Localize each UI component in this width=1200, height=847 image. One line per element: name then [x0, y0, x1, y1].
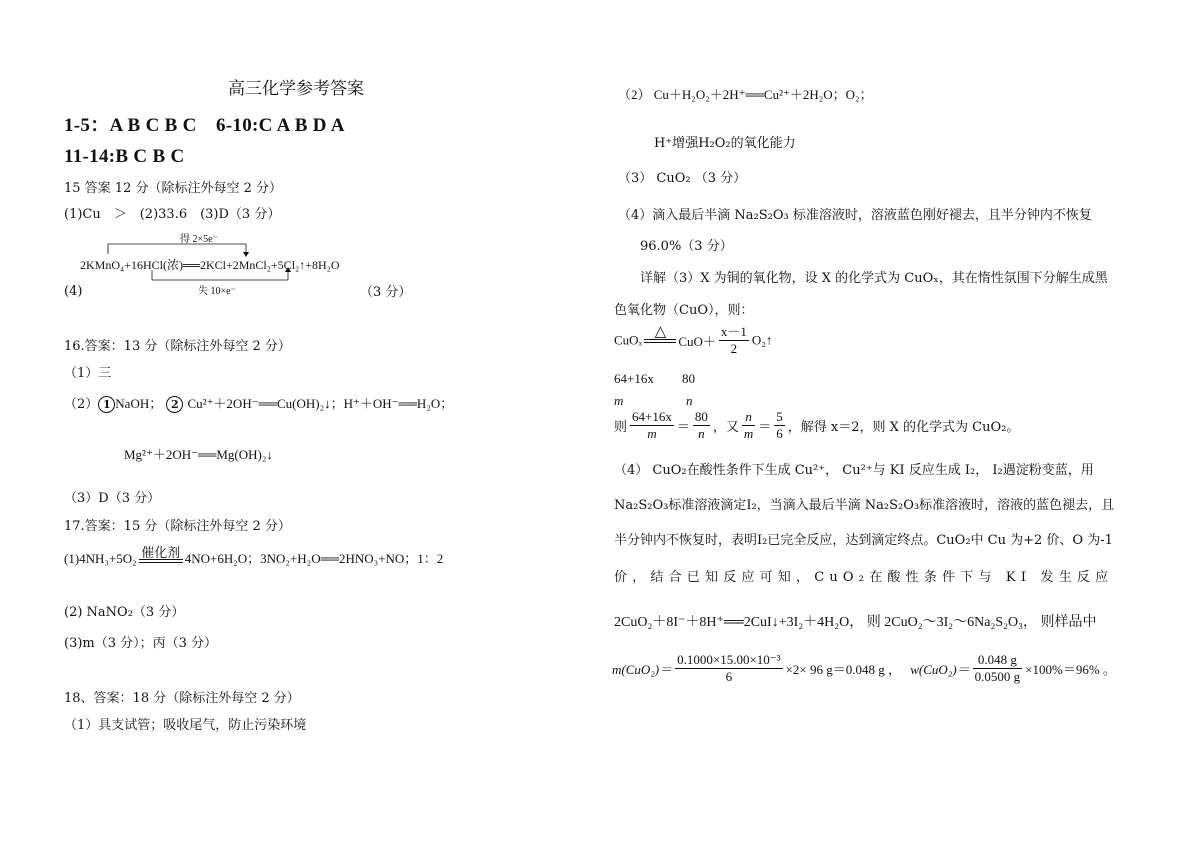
catalyst-arrow: [139, 546, 183, 563]
explanation-line-2: 色氧化物（CuO），则：: [614, 303, 754, 318]
q16-answer-a: NaOH；: [115, 396, 163, 411]
q18-part2: （2） Cu＋H₂O₂＋2H⁺══Cu²⁺＋2H₂O；O₂；: [618, 87, 873, 102]
q15-answers: (1)Cu ＞ (2)33.6 (3)D（3 分）: [64, 207, 281, 222]
explanation-part4-line-1: （4） CuO₂在酸性条件下生成 Cu²⁺， Cu²⁺与 KI 反应生成 I₂， I₂遇淀粉变蓝，用: [614, 463, 1094, 478]
heat-symbol: △: [654, 324, 667, 340]
calc-fraction-2: [973, 652, 1023, 685]
q18-part4: （4）滴入最后半滴 Na₂S₂O₃ 标准溶液时，溶液蓝色刚好褪去，且半分钟内不恢复: [618, 208, 1092, 223]
heat-arrow: [644, 326, 676, 343]
molar-mass-cuo: 80: [682, 371, 695, 386]
q16-heading: 16.答案：13 分（除标注外每空 2 分）: [64, 339, 291, 354]
ratio-numerator-4: 5: [776, 409, 783, 424]
explanation-part4-line-5: 2CuO₂＋8I⁻＋8H⁺══2CuI↓+3I₂＋4H₂O， 则 2CuO₂～3I₂～6Na₂S₂O₃， 则样品中: [614, 615, 1097, 630]
page-title: 高三化学参考答案: [228, 79, 364, 99]
gain-electron-label: 得 2×5e⁻: [180, 234, 218, 245]
q16-part1: （1）三: [64, 366, 112, 381]
eq-product-cuo: CuO＋: [678, 334, 716, 349]
q15-part4-number: (4): [64, 284, 83, 299]
choice-answers-line-1: 1-5：A B C B C 6-10:C A B D A: [64, 115, 345, 136]
q18-part1: （1）具支试管；吸收尾气，防止污染环境: [64, 718, 307, 733]
q16-part2: [64, 393, 453, 413]
lose-electron-label: 失 10×e⁻: [198, 286, 236, 297]
ratio-numerator-2: 80: [694, 409, 708, 424]
eq-coefficient-numerator: x－1: [720, 324, 747, 339]
electron-transfer-diagram: [80, 230, 380, 298]
calc-numerator-1: 0.1000×15.00×10⁻³: [677, 652, 781, 667]
ratio-prefix: 则: [614, 420, 628, 435]
circled-number-1: 1: [98, 396, 115, 413]
eq-reactant: CuOₓ: [614, 332, 643, 348]
q16-part2-number: （2）: [64, 397, 99, 412]
calc-denominator-1: 6: [725, 669, 733, 684]
ratio-fraction-1: [630, 409, 674, 442]
q17-part2: (2) NaNO₂（3 分）: [64, 605, 185, 620]
explanation-part4-line-3: 半分钟内不恢复时，表明I₂已完全反应，达到滴定终点。CuO₂中 Cu 为+2 价、O 为-1: [614, 533, 1113, 548]
q16-part3: （3）D（3 分）: [64, 491, 161, 506]
q16-answer-b: Cu²⁺＋2OH⁻══Cu(OH)₂↓；H⁺＋OH⁻══H₂O；: [187, 396, 454, 411]
calc-fraction-label: w(CuO₂)＝: [910, 662, 970, 677]
mass-n-symbol: n: [686, 393, 693, 408]
ratio-denominator-1: m: [647, 426, 657, 441]
q15-part4-score: （3 分）: [360, 285, 412, 300]
calc-mass-result: ×2× 96 g＝0.048 g ，: [785, 662, 901, 677]
ratio-equation: [614, 409, 1019, 449]
ratio-fraction-3: [742, 409, 755, 442]
ratio-numerator-3: n: [745, 409, 752, 424]
calc-denominator-2: 0.0500 g: [974, 669, 1021, 684]
ratio-middle: ，又: [712, 420, 739, 435]
catalyst-label: 催化剂: [141, 544, 181, 560]
q16-mg-equation: Mg²⁺＋2OH⁻══Mg(OH)₂↓: [124, 447, 273, 462]
mass-n: [686, 393, 693, 409]
explanation-part4-line-4: 价，结合已知反应可知，CuO₂在酸性条件下与 KI 发生反应: [614, 570, 1114, 585]
final-calculation: [612, 652, 1116, 692]
explanation-line-1: 详解（3）X 为铜的氧化物，设 X 的化学式为 CuOₓ，其在惰性氛围下分解生成黑: [640, 271, 1108, 286]
ratio-denominator-2: n: [698, 426, 705, 441]
ratio-fraction-4: [774, 409, 785, 442]
ratio-equals-2: ＝: [758, 419, 772, 434]
q18-heading: 18、答案：18 分（除标注外每空 2 分）: [64, 691, 300, 706]
eq-coefficient-fraction: [719, 324, 749, 357]
calc-fraction-1: [675, 652, 782, 685]
q18-part2-reason: H⁺增强H₂O₂的氧化能力: [654, 136, 796, 151]
q17-equation-right: 4NO+6H₂O；3NO₂+H₂O══2HNO₃+NO；1：2: [184, 551, 444, 566]
q15-heading: 15 答案 12 分（除标注外每空 2 分）: [64, 181, 283, 196]
q18-part3: （3） CuO₂ （3 分）: [618, 171, 747, 186]
eq-product-o2: O₂↑: [751, 332, 773, 348]
molar-mass-x: 64+16x: [614, 371, 654, 386]
calc-numerator-2: 0.048 g: [973, 652, 1023, 669]
q17-part1: [64, 544, 444, 569]
ratio-conclusion: ，解得 x＝2，则 X 的化学式为 CuO₂。: [787, 420, 1020, 435]
ratio-numerator-1: 64+16x: [632, 409, 672, 424]
eq-coefficient-denominator: 2: [730, 341, 738, 356]
choice-answers-line-2: 11-14:B C B C: [64, 146, 185, 167]
calc-percent-result: ×100%＝96% 。: [1025, 662, 1116, 677]
q18-part4-result: 96.0%（3 分）: [640, 239, 733, 254]
explanation-part4-line-2: Na₂S₂O₃标准溶液滴定I₂，当滴入最后半滴 Na₂S₂O₃标准溶液时，溶液的蓝色褪去，且: [614, 498, 1115, 513]
mass-m: [614, 393, 623, 409]
mass-m-symbol: m: [614, 393, 624, 408]
ratio-denominator-3: m: [743, 426, 754, 441]
q17-part3: (3)m（3 分）；丙（3 分）: [64, 636, 218, 651]
ratio-fraction-2: [693, 409, 710, 442]
decomposition-equation: [614, 324, 772, 364]
q17-heading: 17.答案：15 分（除标注外每空 2 分）: [64, 519, 291, 534]
calc-mass-label: m(CuO₂)＝: [612, 662, 673, 677]
ratio-equals-1: ＝: [676, 419, 690, 434]
q17-equation-left: (1)4NH₃+5O₂: [64, 551, 137, 566]
ratio-denominator-4: 6: [776, 426, 783, 441]
circled-number-2: 2: [166, 396, 183, 413]
q15-redox-equation: 2KMnO₄+16HCl(浓)══2KCl+2MnCl₂+5Cl₂↑+8H₂O: [80, 258, 340, 272]
